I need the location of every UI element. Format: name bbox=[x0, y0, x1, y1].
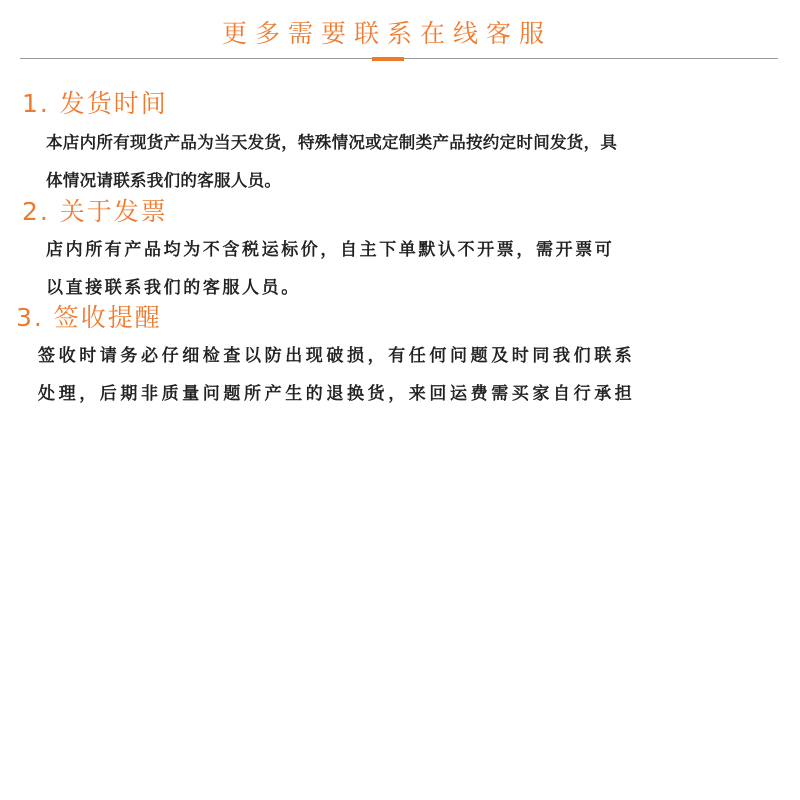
section-body-delivery-reminder bbox=[38, 337, 635, 413]
banner-title: 更多需要联系在线客服 bbox=[221, 19, 552, 48]
section-line: 处理，后期非质量问题所产生的退换货，来回运费需买家自行承担 bbox=[38, 384, 636, 404]
section-line: 体情况请联系我们的客服人员。 bbox=[46, 171, 282, 190]
section-line: 以直接联系我们的客服人员。 bbox=[46, 278, 301, 298]
section-heading-invoice: 2. 关于发票 bbox=[22, 197, 168, 226]
section-heading-delivery-reminder: 3. 签收提醒 bbox=[16, 303, 162, 332]
section-line: 本店内所有现货产品为当天发货，特殊情况或定制类产品按约定时间发货，具 bbox=[46, 133, 618, 152]
section-body-invoice bbox=[46, 231, 614, 307]
section-line: 签收时请务必仔细检查以防出现破损，有任何问题及时同我们联系 bbox=[38, 346, 636, 366]
section-line: 店内所有产品均为不含税运标价，自主下单默认不开票，需开票可 bbox=[46, 240, 615, 260]
section-heading-shipping-time: 1. 发货时间 bbox=[22, 89, 168, 118]
header-divider-accent bbox=[372, 57, 404, 61]
section-body-shipping-time bbox=[46, 124, 617, 200]
